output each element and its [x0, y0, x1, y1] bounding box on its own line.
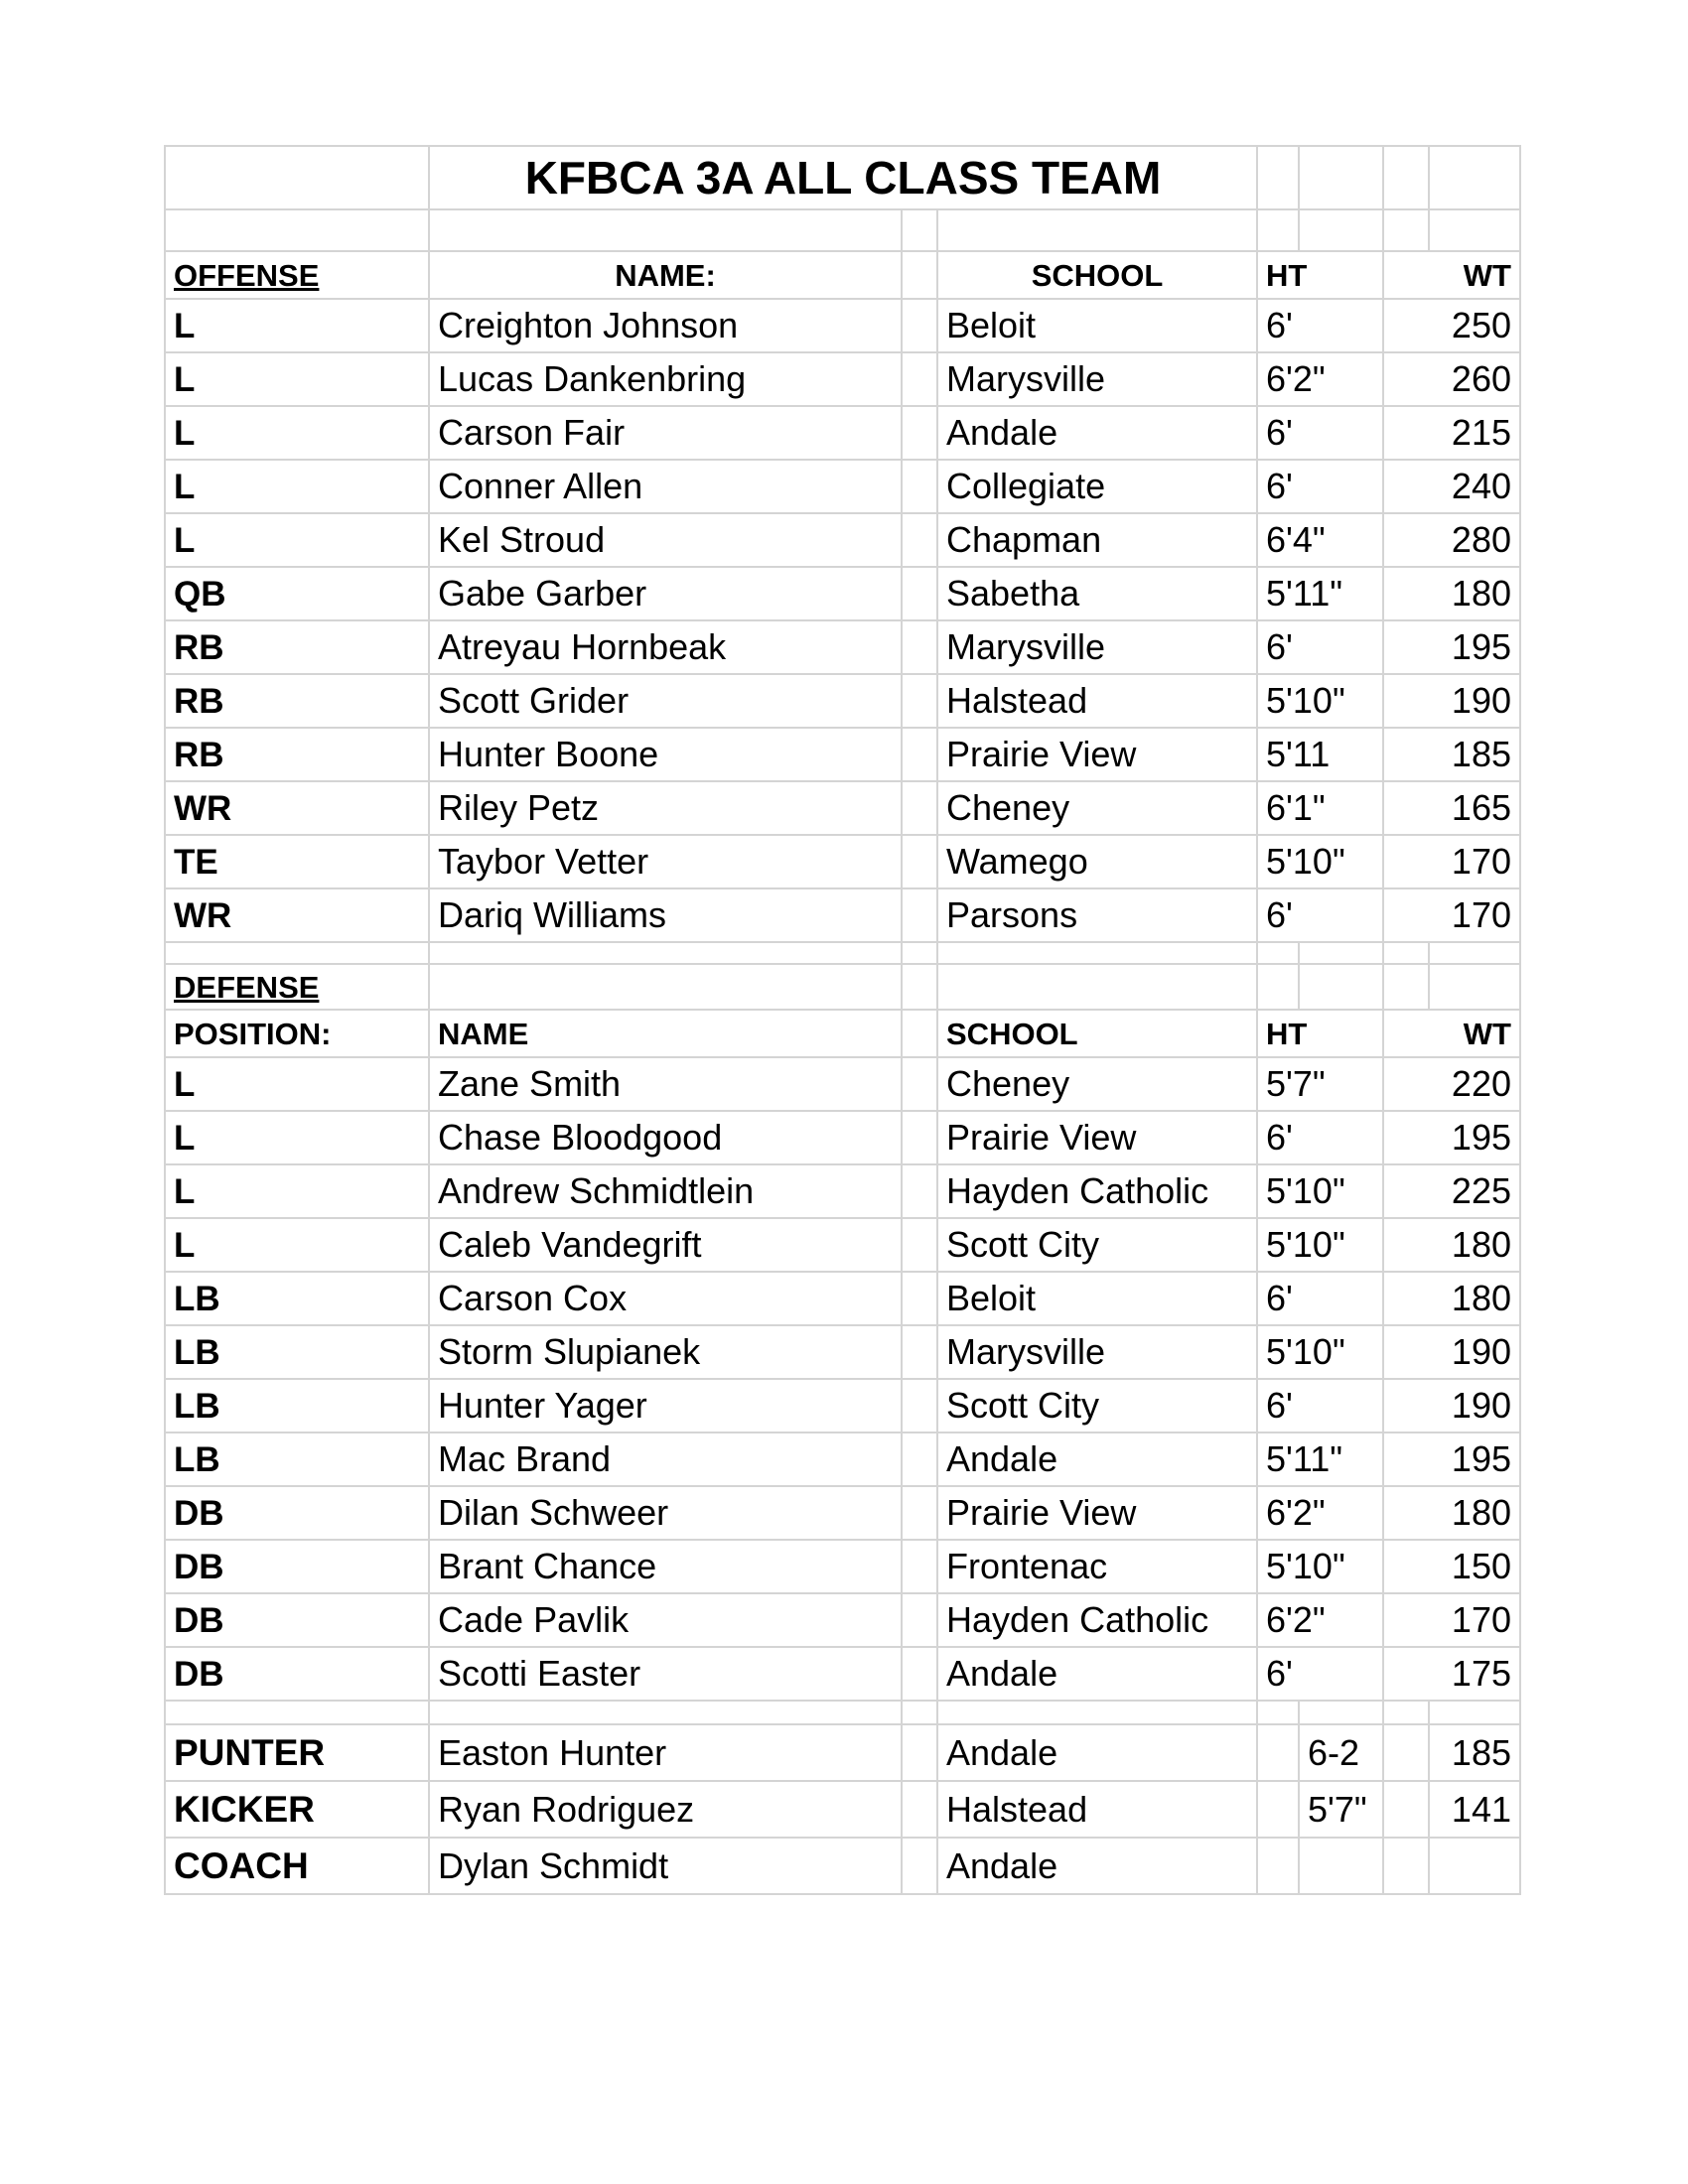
school-cell: Hayden Catholic — [937, 1164, 1257, 1218]
school-cell: Wamego — [937, 835, 1257, 888]
weight-cell: 190 — [1383, 1379, 1520, 1433]
table-row — [165, 1593, 1520, 1647]
height-cell: 6-2 — [1299, 1724, 1383, 1781]
page-title: KFBCA 3A ALL CLASS TEAM — [429, 146, 1257, 209]
defense-section-label: DEFENSE — [165, 964, 429, 1010]
height-cell: 6' — [1257, 1379, 1383, 1433]
school-cell: Cheney — [937, 1057, 1257, 1111]
table-row — [165, 1057, 1520, 1111]
school-cell: Andale — [937, 1647, 1257, 1701]
player-name-cell: Brant Chance — [429, 1540, 902, 1593]
school-cell: Sabetha — [937, 567, 1257, 620]
height-cell: 6'2" — [1257, 1593, 1383, 1647]
position-cell: L — [165, 460, 429, 513]
defense-section-row — [165, 964, 1520, 1010]
height-cell: 6'4" — [1257, 513, 1383, 567]
weight-cell: 180 — [1383, 1272, 1520, 1325]
weight-cell: 195 — [1383, 1111, 1520, 1164]
player-name-cell: Andrew Schmidtlein — [429, 1164, 902, 1218]
player-name-cell: Zane Smith — [429, 1057, 902, 1111]
position-cell: COACH — [165, 1838, 429, 1894]
height-cell — [1299, 1838, 1383, 1894]
weight-cell: 190 — [1383, 674, 1520, 728]
height-cell: 6' — [1257, 1647, 1383, 1701]
position-cell: LB — [165, 1325, 429, 1379]
weight-cell: 240 — [1383, 460, 1520, 513]
weight-cell: 150 — [1383, 1540, 1520, 1593]
height-cell: 6'2" — [1257, 352, 1383, 406]
school-cell: Chapman — [937, 513, 1257, 567]
position-cell: L — [165, 406, 429, 460]
position-cell: DB — [165, 1593, 429, 1647]
school-cell: Scott City — [937, 1218, 1257, 1272]
height-cell: 5'11" — [1257, 1433, 1383, 1486]
defense-header-row — [165, 1010, 1520, 1057]
height-cell: 5'10" — [1257, 674, 1383, 728]
school-cell: Andale — [937, 1724, 1257, 1781]
table-row — [165, 460, 1520, 513]
offense-section-label: OFFENSE — [165, 251, 429, 299]
school-cell: Prairie View — [937, 1111, 1257, 1164]
player-name-cell: Riley Petz — [429, 781, 902, 835]
table-row — [165, 352, 1520, 406]
height-cell: 5'10" — [1257, 1540, 1383, 1593]
weight-cell: 250 — [1383, 299, 1520, 352]
height-cell: 5'10" — [1257, 1325, 1383, 1379]
school-cell: Cheney — [937, 781, 1257, 835]
school-cell: Prairie View — [937, 728, 1257, 781]
weight-cell: 165 — [1383, 781, 1520, 835]
name-header: NAME — [429, 1010, 902, 1057]
table-row — [165, 1111, 1520, 1164]
position-cell: L — [165, 1111, 429, 1164]
table-row — [165, 781, 1520, 835]
position-cell: L — [165, 513, 429, 567]
position-cell: RB — [165, 728, 429, 781]
table-row — [165, 1540, 1520, 1593]
table-row — [165, 299, 1520, 352]
position-cell: PUNTER — [165, 1724, 429, 1781]
table-row — [165, 1838, 1520, 1894]
weight-cell: 190 — [1383, 1325, 1520, 1379]
player-name-cell: Dylan Schmidt — [429, 1838, 902, 1894]
position-cell: L — [165, 1164, 429, 1218]
table-row — [165, 1433, 1520, 1486]
weight-cell: 215 — [1383, 406, 1520, 460]
player-name-cell: Hunter Yager — [429, 1379, 902, 1433]
roster-body — [165, 146, 1520, 1894]
school-cell: Parsons — [937, 888, 1257, 942]
player-name-cell: Scott Grider — [429, 674, 902, 728]
weight-cell: 195 — [1383, 1433, 1520, 1486]
player-name-cell: Ryan Rodriguez — [429, 1781, 902, 1838]
spacer-row — [165, 942, 1520, 964]
position-cell: TE — [165, 835, 429, 888]
weight-cell: 170 — [1383, 888, 1520, 942]
weight-cell: 180 — [1383, 1218, 1520, 1272]
school-header: SCHOOL — [937, 1010, 1257, 1057]
spacer-row — [165, 1701, 1520, 1724]
height-cell: 5'7" — [1299, 1781, 1383, 1838]
spacer-row — [165, 209, 1520, 251]
table-row — [165, 567, 1520, 620]
weight-cell: 225 — [1383, 1164, 1520, 1218]
height-cell: 6' — [1257, 1272, 1383, 1325]
school-header: SCHOOL — [937, 251, 1257, 299]
title-row — [165, 146, 1520, 209]
position-cell: L — [165, 1218, 429, 1272]
position-cell: LB — [165, 1433, 429, 1486]
player-name-cell: Taybor Vetter — [429, 835, 902, 888]
table-row — [165, 1272, 1520, 1325]
school-cell: Collegiate — [937, 460, 1257, 513]
table-row — [165, 1647, 1520, 1701]
table-row — [165, 1781, 1520, 1838]
height-cell: 6' — [1257, 888, 1383, 942]
position-cell: RB — [165, 674, 429, 728]
table-row — [165, 1379, 1520, 1433]
player-name-cell: Cade Pavlik — [429, 1593, 902, 1647]
weight-cell: 260 — [1383, 352, 1520, 406]
ht-header: HT — [1257, 251, 1383, 299]
height-cell: 5'11" — [1257, 567, 1383, 620]
position-cell: L — [165, 1057, 429, 1111]
position-cell: L — [165, 299, 429, 352]
player-name-cell: Mac Brand — [429, 1433, 902, 1486]
school-cell: Halstead — [937, 674, 1257, 728]
school-cell: Prairie View — [937, 1486, 1257, 1540]
weight-cell: 220 — [1383, 1057, 1520, 1111]
table-row — [165, 888, 1520, 942]
table-row — [165, 620, 1520, 674]
player-name-cell: Hunter Boone — [429, 728, 902, 781]
weight-cell: 170 — [1383, 1593, 1520, 1647]
position-cell: KICKER — [165, 1781, 429, 1838]
weight-cell: 175 — [1383, 1647, 1520, 1701]
school-cell: Beloit — [937, 299, 1257, 352]
height-cell: 6' — [1257, 1111, 1383, 1164]
height-cell: 5'11 — [1257, 728, 1383, 781]
weight-cell: 195 — [1383, 620, 1520, 674]
player-name-cell: Kel Stroud — [429, 513, 902, 567]
weight-cell — [1429, 1838, 1520, 1894]
position-cell: L — [165, 352, 429, 406]
weight-cell: 141 — [1429, 1781, 1520, 1838]
name-header: NAME: — [429, 251, 902, 299]
table-row — [165, 835, 1520, 888]
table-row — [165, 406, 1520, 460]
height-cell: 5'10" — [1257, 835, 1383, 888]
player-name-cell: Atreyau Hornbeak — [429, 620, 902, 674]
table-row — [165, 1724, 1520, 1781]
player-name-cell: Carson Cox — [429, 1272, 902, 1325]
height-cell: 6' — [1257, 620, 1383, 674]
school-cell: Marysville — [937, 620, 1257, 674]
height-cell: 6' — [1257, 406, 1383, 460]
school-cell: Halstead — [937, 1781, 1257, 1838]
school-cell: Hayden Catholic — [937, 1593, 1257, 1647]
height-cell: 5'10" — [1257, 1164, 1383, 1218]
player-name-cell: Chase Bloodgood — [429, 1111, 902, 1164]
height-cell: 6'1" — [1257, 781, 1383, 835]
position-cell: DB — [165, 1486, 429, 1540]
school-cell: Andale — [937, 1838, 1257, 1894]
player-name-cell: Scotti Easter — [429, 1647, 902, 1701]
player-name-cell: Carson Fair — [429, 406, 902, 460]
player-name-cell: Easton Hunter — [429, 1724, 902, 1781]
table-row — [165, 728, 1520, 781]
school-cell: Andale — [937, 406, 1257, 460]
player-name-cell: Creighton Johnson — [429, 299, 902, 352]
position-cell: LB — [165, 1272, 429, 1325]
position-cell: DB — [165, 1540, 429, 1593]
position-cell: DB — [165, 1647, 429, 1701]
position-cell: QB — [165, 567, 429, 620]
height-cell: 6' — [1257, 460, 1383, 513]
weight-cell: 180 — [1383, 567, 1520, 620]
wt-header: WT — [1383, 251, 1520, 299]
position-cell: RB — [165, 620, 429, 674]
height-cell: 5'10" — [1257, 1218, 1383, 1272]
school-cell: Andale — [937, 1433, 1257, 1486]
school-cell: Beloit — [937, 1272, 1257, 1325]
table-row — [165, 513, 1520, 567]
school-cell: Marysville — [937, 352, 1257, 406]
wt-header: WT — [1383, 1010, 1520, 1057]
table-row — [165, 1218, 1520, 1272]
height-cell: 5'7" — [1257, 1057, 1383, 1111]
table-row — [165, 1164, 1520, 1218]
table-row — [165, 674, 1520, 728]
position-cell: WR — [165, 781, 429, 835]
position-header: POSITION: — [165, 1010, 429, 1057]
all-class-team-table — [164, 145, 1521, 1895]
weight-cell: 185 — [1429, 1724, 1520, 1781]
position-cell: WR — [165, 888, 429, 942]
player-name-cell: Caleb Vandegrift — [429, 1218, 902, 1272]
player-name-cell: Dariq Williams — [429, 888, 902, 942]
player-name-cell: Lucas Dankenbring — [429, 352, 902, 406]
player-name-cell: Gabe Garber — [429, 567, 902, 620]
school-cell: Frontenac — [937, 1540, 1257, 1593]
weight-cell: 180 — [1383, 1486, 1520, 1540]
player-name-cell: Dilan Schweer — [429, 1486, 902, 1540]
school-cell: Scott City — [937, 1379, 1257, 1433]
player-name-cell: Conner Allen — [429, 460, 902, 513]
offense-header-row — [165, 251, 1520, 299]
table-row — [165, 1486, 1520, 1540]
player-name-cell: Storm Slupianek — [429, 1325, 902, 1379]
school-cell: Marysville — [937, 1325, 1257, 1379]
weight-cell: 280 — [1383, 513, 1520, 567]
ht-header: HT — [1257, 1010, 1383, 1057]
weight-cell: 170 — [1383, 835, 1520, 888]
position-cell: LB — [165, 1379, 429, 1433]
weight-cell: 185 — [1383, 728, 1520, 781]
table-row — [165, 1325, 1520, 1379]
height-cell: 6' — [1257, 299, 1383, 352]
height-cell: 6'2" — [1257, 1486, 1383, 1540]
